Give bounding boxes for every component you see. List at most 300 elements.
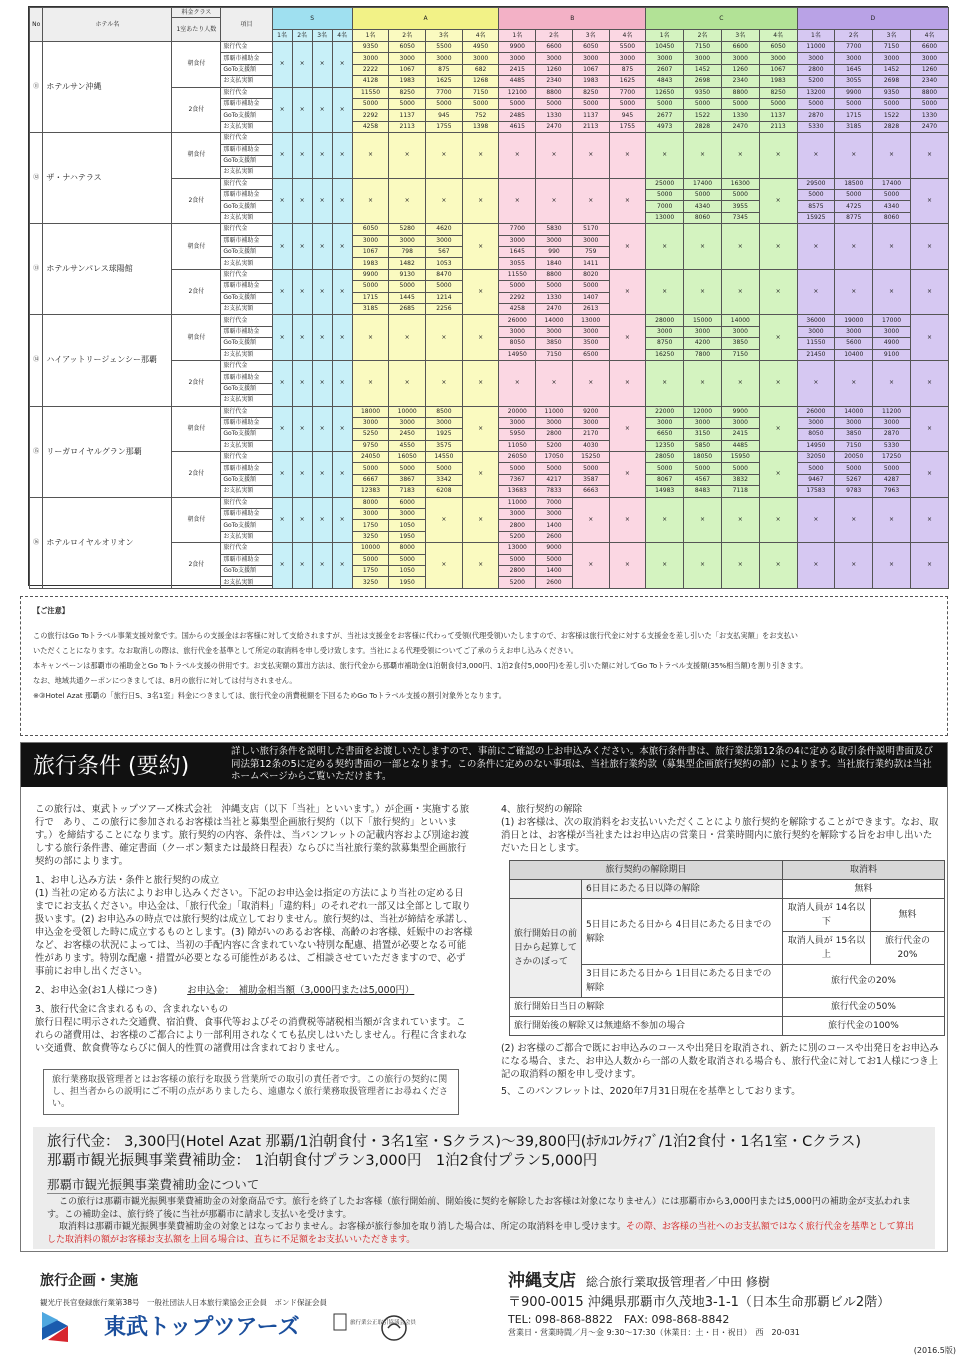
price-cell: 7150 xyxy=(835,440,873,451)
price-cell: 3000 xyxy=(389,235,426,246)
unavailable-cell: × xyxy=(332,497,352,543)
price-cell: 6650 xyxy=(646,429,684,440)
price-cell: 5000 xyxy=(536,281,573,292)
price-cell: 5000 xyxy=(462,98,499,109)
unavailable-cell: × xyxy=(312,543,332,589)
price-cell: 5000 xyxy=(536,98,573,109)
cancellation-table xyxy=(509,860,945,1036)
price-cell: 2470 xyxy=(910,121,948,132)
price-cell: 7700 xyxy=(499,224,536,235)
price-cell: 5000 xyxy=(721,463,759,474)
unavailable-cell: × xyxy=(910,133,948,179)
price-cell: 29500 xyxy=(797,178,835,189)
price-cell: 8750 xyxy=(646,338,684,349)
price-cell: 28050 xyxy=(646,452,684,463)
unavailable-cell: × xyxy=(835,224,873,270)
price-cell: 3185 xyxy=(835,121,873,132)
price-cell: 2113 xyxy=(572,121,609,132)
notice-line: 本キャンペーンは那覇市の補助金とGo Toトラベル支援の併用です。お支払実額の算出方法は、旅行代金から那覇市補助金(1泊朝食付3,000円、1泊2食付5,000円)を差し引いた額に対してGo Toトラベル支援額(35%相当額)を割り引きます。 xyxy=(33,661,808,670)
price-cell: 5000 xyxy=(352,98,389,109)
price-cell: 5000 xyxy=(352,281,389,292)
unavailable-cell: × xyxy=(292,360,312,406)
price-cell: 2828 xyxy=(684,121,722,132)
price-cell: 9900 xyxy=(352,269,389,280)
price-cell: 4843 xyxy=(646,76,684,87)
unavailable-cell: × xyxy=(646,133,684,179)
unavailable-cell: × xyxy=(835,269,873,315)
row-label: GoTo支援額 xyxy=(221,565,272,576)
price-cell: 3000 xyxy=(499,53,536,64)
footer-left-sub: 観光庁長官登録旅行業第38号 一般社団法人日本旅行業協会正会員 ボンド保証会員 xyxy=(40,1298,328,1307)
unavailable-cell: × xyxy=(721,269,759,315)
row-label: お支払実額 xyxy=(221,258,272,269)
unavailable-cell: × xyxy=(910,543,948,589)
price-cell: 2600 xyxy=(536,531,573,542)
header-occ-B-1: 1名 xyxy=(499,30,536,42)
price-cell: 8050 xyxy=(797,429,835,440)
unavailable-cell: × xyxy=(332,315,352,361)
deposit-value: お申込金： 補助金相当額（3,000円または5,000円） xyxy=(187,985,415,996)
price-cell: 5600 xyxy=(835,338,873,349)
conditions-intro: 詳しい旅行条件を説明した書面をお渡しいたしますので、事前にご確認の上お申込みください。本旅行条件書は、旅行業法第12条の4に定める取引条件説明書面及び同法第12条の5に定める契約書面の一部となります。この条件に定めのない事項は、当社旅行業約款（募集型企画旅行契約の部）によります。当社旅行業約款は当社ホームページからご覧いただけます。 xyxy=(231,746,933,782)
unavailable-cell: × xyxy=(312,224,332,270)
conditions-header xyxy=(21,743,947,787)
price-cell: 3000 xyxy=(873,326,911,337)
price-cell: 1268 xyxy=(462,76,499,87)
unavailable-cell: × xyxy=(292,315,312,361)
notice-line: この旅行はGo Toトラベル事業支援対象です。国からの支援金はお客様に対して支給されますが、当社は支援金をお客様に代わって受領(代理受領)いたしますので、お客様は旅行代金に対する支援金を差し引いた「お支払実額」をお支払い xyxy=(33,631,798,640)
row-label: お支払実額 xyxy=(221,167,272,178)
header-per-room: 1室あたり人数 xyxy=(172,18,221,42)
hotel-name: ザ・ナハテラス xyxy=(43,133,172,224)
plan-label: 朝食付 xyxy=(172,224,221,270)
price-cell: 6600 xyxy=(536,42,573,53)
price-cell: 945 xyxy=(426,110,463,121)
price-cell: 9100 xyxy=(873,349,911,360)
row-label: GoTo支援額 xyxy=(221,110,272,121)
ct-row4-label: 旅行開始日当日の解除 xyxy=(510,998,783,1017)
price-cell: 11050 xyxy=(499,440,536,451)
unavailable-cell: × xyxy=(572,497,609,543)
unavailable-cell: × xyxy=(272,452,292,498)
subsidy-body-2 xyxy=(47,1221,921,1246)
unavailable-cell: × xyxy=(721,224,759,270)
price-cell: 3000 xyxy=(536,235,573,246)
unavailable-cell: × xyxy=(292,452,312,498)
price-cell: 9900 xyxy=(499,42,536,53)
unavailable-cell: × xyxy=(332,42,352,88)
price-cell: 3055 xyxy=(835,76,873,87)
unavailable-cell: × xyxy=(873,269,911,315)
price-cell: 8060 xyxy=(873,212,911,223)
price-cell: 3000 xyxy=(873,417,911,428)
unavailable-cell: × xyxy=(292,406,312,452)
price-cell: 1445 xyxy=(389,292,426,303)
unavailable-cell: × xyxy=(646,497,684,543)
section4-title: 4、旅行契約の解除 xyxy=(501,804,582,815)
price-cell: 8000 xyxy=(352,497,389,508)
price-cell: 3000 xyxy=(536,509,573,520)
footer-right xyxy=(508,1266,948,1339)
plan-label: 2食付 xyxy=(172,543,221,589)
price-cell: 1715 xyxy=(352,292,389,303)
price-cell: 6208 xyxy=(426,486,463,497)
price-cell: 8250 xyxy=(389,87,426,98)
price-cell: 15250 xyxy=(572,452,609,463)
price-cell: 5280 xyxy=(389,224,426,235)
row-label: 旅行代金 xyxy=(221,133,272,144)
header-occ-B-2: 2名 xyxy=(536,30,573,42)
unavailable-cell: × xyxy=(646,269,684,315)
price-cell: 7150 xyxy=(873,42,911,53)
price-cell: 5500 xyxy=(609,42,646,53)
price-cell: 28000 xyxy=(646,315,684,326)
unavailable-cell: × xyxy=(684,133,722,179)
price-cell: 16300 xyxy=(721,178,759,189)
price-cell: 1925 xyxy=(426,429,463,440)
price-cell: 8800 xyxy=(536,269,573,280)
unavailable-cell: × xyxy=(462,269,499,315)
price-cell: 9200 xyxy=(572,406,609,417)
unavailable-cell: × xyxy=(873,224,911,270)
row-label: 旅行代金 xyxy=(221,315,272,326)
price-cell: 4973 xyxy=(646,121,684,132)
price-cell: 1137 xyxy=(759,110,797,121)
price-cell: 8470 xyxy=(426,269,463,280)
price-cell: 8775 xyxy=(835,212,873,223)
price-cell: 3000 xyxy=(389,53,426,64)
price-cell: 1050 xyxy=(389,520,426,531)
unavailable-cell: × xyxy=(646,543,684,589)
table-row xyxy=(30,42,949,53)
price-cell: 5000 xyxy=(797,98,835,109)
row-label: GoTo支援額 xyxy=(221,429,272,440)
price-cell: 4200 xyxy=(684,338,722,349)
price-cell: 3000 xyxy=(499,417,536,428)
plan-label: 2食付 xyxy=(172,87,221,133)
unavailable-cell: × xyxy=(292,178,312,224)
price-cell: 5000 xyxy=(499,554,536,565)
notice-line: ※③Hotel Azat 那覇の「旅行日S、3名1室」料金につきましては、旅行代金の消費税額を下回るためGo Toトラベル支援の割引対象外となります。 xyxy=(33,691,506,700)
unavailable-cell: × xyxy=(759,452,797,498)
price-cell: 5500 xyxy=(426,42,463,53)
unavailable-cell: × xyxy=(684,224,722,270)
price-cell: 1330 xyxy=(721,110,759,121)
branch-tel: TEL: 098-868-8822 FAX: 098-868-8842 xyxy=(508,1313,730,1326)
price-cell: 2470 xyxy=(721,121,759,132)
unavailable-cell: × xyxy=(721,543,759,589)
price-range: 3,300円(Hotel Azat 那覇/1泊朝食付・3名1室・Sクラス)～39,800円(ﾎﾃﾙｺﾚｸﾃｨﾌﾞ/1泊2食付・1名1室・Cクラス) xyxy=(124,1134,862,1150)
unavailable-cell: × xyxy=(721,497,759,543)
price-cell: 1260 xyxy=(910,64,948,75)
logo-mark-icon xyxy=(0,1306,420,1346)
unavailable-cell: × xyxy=(292,224,312,270)
price-cell: 13000 xyxy=(499,543,536,554)
price-cell: 1750 xyxy=(352,565,389,576)
price-cell: 15000 xyxy=(684,315,722,326)
price-cell: 3000 xyxy=(684,326,722,337)
price-cell: 3587 xyxy=(572,474,609,485)
price-cell: 20000 xyxy=(499,406,536,417)
price-cell: 2113 xyxy=(389,121,426,132)
unavailable-cell: × xyxy=(426,178,463,224)
section4-2: (2) お客様のご都合で既にお申込みのコースや出発日を取消され、新たに別のコースや出発日をお申込みになる場合、また、お申込人数から一部の人数を取消される場合も、旅行代金に対してお1人様につき上記の取消料の額を申し受けます。 xyxy=(501,1043,939,1080)
price-cell: 8067 xyxy=(646,474,684,485)
unavailable-cell: × xyxy=(312,42,332,88)
price-cell: 2340 xyxy=(910,76,948,87)
unavailable-cell: × xyxy=(272,42,292,88)
conditions-right-column xyxy=(501,803,941,1098)
unavailable-cell: × xyxy=(721,133,759,179)
branch-name: 沖縄支店 xyxy=(508,1271,576,1291)
price-cell: 8000 xyxy=(389,543,426,554)
ct-header-fee: 取消料 xyxy=(782,861,944,880)
unavailable-cell: × xyxy=(536,360,573,406)
unavailable-cell: × xyxy=(312,497,332,543)
unavailable-cell: × xyxy=(332,224,352,270)
price-cell: 5267 xyxy=(835,474,873,485)
price-cell: 5000 xyxy=(352,554,389,565)
unavailable-cell: × xyxy=(332,452,352,498)
subsidy-value: 1泊朝食付プラン3,000円 1泊2食付プラン5,000円 xyxy=(254,1153,598,1169)
row-label: GoTo支援額 xyxy=(221,338,272,349)
price-cell: 5000 xyxy=(572,98,609,109)
row-label: 旅行代金 xyxy=(221,452,272,463)
section3-body: 旅行日程に明示された交通費、宿泊費、食事代等およびその消費税等諸税相当額が含まれています。これらの諸費用は、お客様のご都合により一部利用されなくても払戻しはいたしません。行程に含まれない交通費、飲食費等ならびに個人的性質の諸費用は含まれておりません。 xyxy=(35,1017,467,1054)
price-cell: 2170 xyxy=(572,429,609,440)
price-cell: 2340 xyxy=(536,76,573,87)
price-cell: 3000 xyxy=(609,53,646,64)
subsidy-body-1: この旅行は那覇市観光振興事業費補助金の対象商品です。旅行を終了したお客様（旅行開始前、開始後に契約を解除したお客様は対象になりません）には那覇市から3,000円または5,000円の補助金が支払われます。この補助金は、旅行終了後に当社が那覇市に請求し支払いを受けます。 xyxy=(47,1197,911,1220)
price-cell: 14000 xyxy=(536,315,573,326)
price-cell: 3000 xyxy=(721,53,759,64)
row-label: お支払実額 xyxy=(221,121,272,132)
unavailable-cell: × xyxy=(684,543,722,589)
unavailable-cell: × xyxy=(609,452,646,498)
notice-line: なお、地域共通クーポンにつきましては、8月の旅行に対しては付与されません。 xyxy=(33,676,297,685)
price-cell: 1330 xyxy=(536,292,573,303)
unavailable-cell: × xyxy=(462,543,499,589)
row-label: 旅行代金 xyxy=(221,224,272,235)
hotel-name: ホテルサンパレス球陽館 xyxy=(43,224,172,315)
ct-row4-value: 旅行代金の50% xyxy=(782,998,944,1017)
price-cell: 2800 xyxy=(499,565,536,576)
row-label: 旅行代金 xyxy=(221,269,272,280)
price-cell: 7833 xyxy=(536,486,573,497)
price-cell: 5950 xyxy=(499,429,536,440)
price-cell: 13000 xyxy=(572,315,609,326)
price-cell: 567 xyxy=(426,247,463,258)
price-cell: 3000 xyxy=(759,53,797,64)
price-cell: 5200 xyxy=(536,440,573,451)
plan-label: 2食付 xyxy=(172,269,221,315)
row-label: お支払実額 xyxy=(221,440,272,451)
price-cell: 2800 xyxy=(536,429,573,440)
branch-hours: 営業日・営業時間／月～金 9:30～17:30（休業日：土・日・祝日） 西 20-031 xyxy=(508,1328,800,1337)
unavailable-cell: × xyxy=(426,360,463,406)
row-label: 那覇市補助金 xyxy=(221,98,272,109)
price-cell: 14950 xyxy=(499,349,536,360)
unavailable-cell: × xyxy=(873,543,911,589)
price-summary-box xyxy=(33,1127,935,1249)
unavailable-cell: × xyxy=(684,360,722,406)
unavailable-cell: × xyxy=(312,87,332,133)
price-cell: 6050 xyxy=(389,42,426,53)
price-cell: 20050 xyxy=(835,452,873,463)
ct-row1-value: 無料 xyxy=(782,880,944,899)
price-cell: 10400 xyxy=(835,349,873,360)
price-cell: 7700 xyxy=(426,87,463,98)
row-label: GoTo支援額 xyxy=(221,155,272,166)
hotel-number: ⑮ xyxy=(30,406,43,497)
price-cell: 17583 xyxy=(797,486,835,497)
price-cell: 1715 xyxy=(835,110,873,121)
unavailable-cell: × xyxy=(759,315,797,361)
unavailable-cell: × xyxy=(462,224,499,270)
unavailable-cell: × xyxy=(609,269,646,315)
unavailable-cell: × xyxy=(272,133,292,179)
price-table xyxy=(29,7,949,589)
price-cell: 5000 xyxy=(835,98,873,109)
plan-label: 朝食付 xyxy=(172,42,221,88)
hotel-number: ⑬ xyxy=(30,224,43,315)
price-cell: 8060 xyxy=(684,212,722,223)
price-cell: 13200 xyxy=(797,87,835,98)
ct-row2-n2: 取消人員が 15名以上 xyxy=(782,932,870,965)
header-occ-A-4: 4名 xyxy=(462,30,499,42)
price-cell: 1625 xyxy=(426,76,463,87)
price-cell: 2828 xyxy=(873,121,911,132)
price-cell: 14950 xyxy=(797,440,835,451)
price-cell: 5000 xyxy=(426,463,463,474)
header-no: No xyxy=(30,8,43,42)
unavailable-cell: × xyxy=(312,406,332,452)
row-label: お支払実額 xyxy=(221,76,272,87)
footer-left-title: 旅行企画・実施 xyxy=(40,1273,138,1289)
price-cell: 14550 xyxy=(426,452,463,463)
price-cell: 5000 xyxy=(835,190,873,201)
header-occ-S-4: 4名 xyxy=(332,30,352,42)
price-cell: 1983 xyxy=(389,76,426,87)
price-cell: 26000 xyxy=(797,406,835,417)
price-cell: 7700 xyxy=(609,87,646,98)
price-cell: 1053 xyxy=(426,258,463,269)
price-cell: 8800 xyxy=(910,87,948,98)
unavailable-cell: × xyxy=(352,133,389,179)
subsidy-body-2-text: 取消料は那覇市観光振興事業費補助金の対象とはなっておりません。お客様が旅行参加を取り消した場合は、所定の取消料を申し受けます。 xyxy=(59,1222,626,1232)
header-occ-A-1: 1名 xyxy=(352,30,389,42)
notice-box xyxy=(20,596,948,736)
price-cell: 990 xyxy=(536,247,573,258)
price-cell: 1452 xyxy=(873,64,911,75)
price-cell: 4485 xyxy=(499,76,536,87)
price-cell: 1050 xyxy=(389,565,426,576)
price-cell: 7800 xyxy=(684,349,722,360)
unavailable-cell: × xyxy=(312,360,332,406)
unavailable-cell: × xyxy=(292,497,312,543)
hotel-number: ⑪ xyxy=(30,42,43,133)
price-cell: 9900 xyxy=(835,87,873,98)
plan-label: 朝食付 xyxy=(172,133,221,179)
price-line-2 xyxy=(47,1152,921,1171)
price-cell: 3000 xyxy=(352,509,389,520)
price-cell: 5000 xyxy=(499,98,536,109)
unavailable-cell: × xyxy=(721,360,759,406)
price-cell: 3000 xyxy=(910,53,948,64)
price-cell: 4567 xyxy=(684,474,722,485)
unavailable-cell: × xyxy=(797,543,835,589)
unavailable-cell: × xyxy=(759,178,797,224)
price-cell: 5000 xyxy=(389,463,426,474)
price-cell: 3000 xyxy=(835,417,873,428)
unavailable-cell: × xyxy=(352,360,389,406)
price-cell: 1950 xyxy=(389,531,426,542)
price-cell: 1400 xyxy=(536,520,573,531)
price-cell: 8483 xyxy=(684,486,722,497)
price-cell: 5000 xyxy=(389,554,426,565)
price-cell: 7367 xyxy=(499,474,536,485)
unavailable-cell: × xyxy=(910,315,948,361)
ct-row3-label: 3日目にあたる日から 1日目にあたる日までの解除 xyxy=(582,965,783,998)
unavailable-cell: × xyxy=(910,497,948,543)
price-cell: 8500 xyxy=(426,406,463,417)
unavailable-cell: × xyxy=(499,360,536,406)
row-label: GoTo支援額 xyxy=(221,292,272,303)
price-cell: 1330 xyxy=(536,110,573,121)
hotel-number: ⑭ xyxy=(30,315,43,406)
unavailable-cell: × xyxy=(835,360,873,406)
row-label: お支払実額 xyxy=(221,303,272,314)
section4-body: (1) お客様は、次の取消料をお支払いいただくことにより旅行契約を解除することができます。なお、取消日とは、お客様が当社またはお申込店の営業日・営業時間内に旅行契約を解除する旨をお申し出いただいた日とします。 xyxy=(501,817,939,854)
price-cell: 8575 xyxy=(797,201,835,212)
unavailable-cell: × xyxy=(312,178,332,224)
price-cell: 7345 xyxy=(721,212,759,223)
row-label: 那覇市補助金 xyxy=(221,281,272,292)
header-class-B: B xyxy=(499,8,646,30)
unavailable-cell: × xyxy=(352,178,389,224)
unavailable-cell: × xyxy=(352,315,389,361)
price-cell: 3000 xyxy=(684,53,722,64)
unavailable-cell: × xyxy=(572,178,609,224)
price-cell: 5000 xyxy=(389,98,426,109)
price-cell: 1625 xyxy=(609,76,646,87)
price-cell: 3150 xyxy=(684,429,722,440)
unavailable-cell: × xyxy=(499,133,536,179)
price-cell: 11000 xyxy=(499,497,536,508)
price-cell: 1214 xyxy=(426,292,463,303)
price-cell: 24050 xyxy=(352,452,389,463)
row-label: 旅行代金 xyxy=(221,406,272,417)
row-label: 那覇市補助金 xyxy=(221,190,272,201)
price-cell: 6600 xyxy=(910,42,948,53)
price-cell: 7150 xyxy=(536,349,573,360)
travel-conditions-section xyxy=(20,742,948,1252)
price-cell: 7700 xyxy=(835,42,873,53)
price-cell: 9350 xyxy=(684,87,722,98)
price-cell: 4900 xyxy=(873,338,911,349)
price-cell: 7150 xyxy=(462,87,499,98)
price-cell: 2292 xyxy=(499,292,536,303)
price-cell: 6050 xyxy=(759,42,797,53)
conditions-lead: この旅行は、東武トップツアーズ株式会社 沖縄支店（以下「当社」といいます。）が企画・実施する旅行で あり、この旅行に参加されるお客様は当社と募集型企画旅行契約（以下「旅行契約」といいます。）を締結することになります。旅行契約の内容、条件は、当パンフレットの記載内容および別途お渡しする旅行条件書、確定書面（クーポン類または最終日程表）ならびに当社旅行業約款募集型企画旅行契約の部によります。 xyxy=(35,804,470,867)
header-hotel: ホテル名 xyxy=(43,8,172,42)
unavailable-cell: × xyxy=(646,224,684,270)
price-cell: 8250 xyxy=(759,87,797,98)
unavailable-cell: × xyxy=(609,360,646,406)
header-occ-C-4: 4名 xyxy=(759,30,797,42)
header-occ-C-2: 2名 xyxy=(684,30,722,42)
price-cell: 6500 xyxy=(572,349,609,360)
